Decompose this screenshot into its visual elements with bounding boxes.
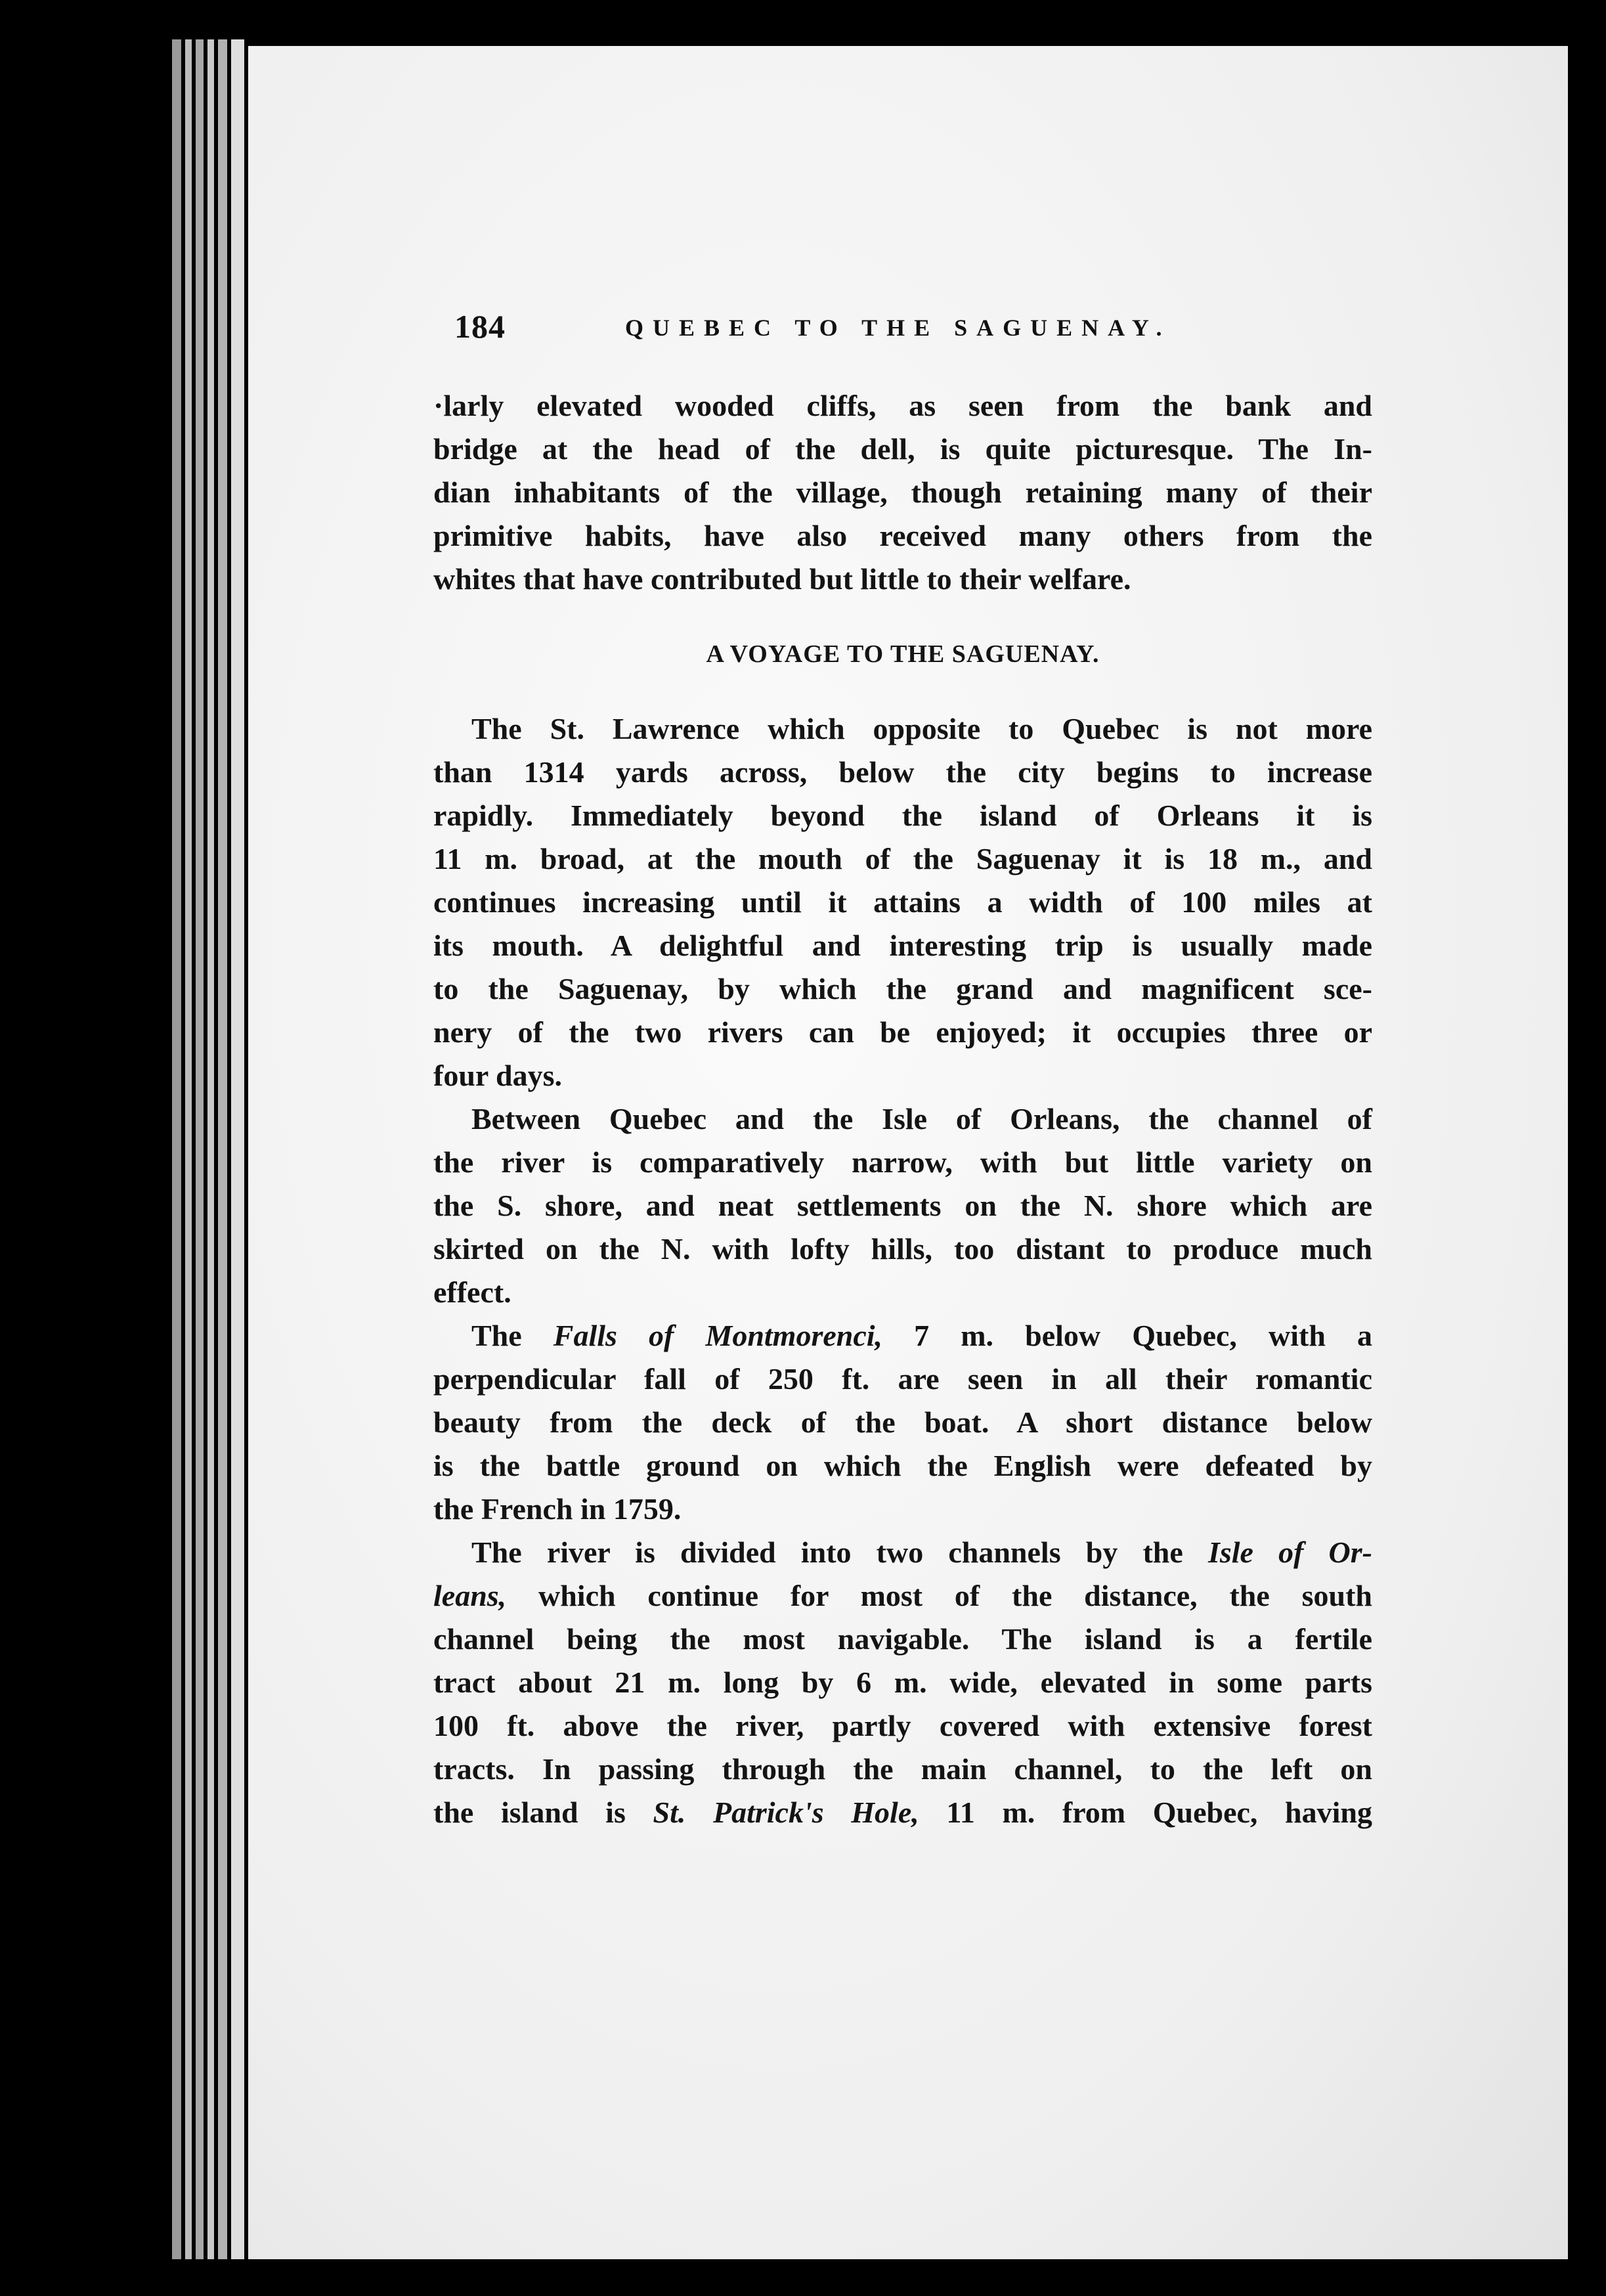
page-edge bbox=[231, 39, 244, 2259]
running-head: QUEBEC TO THE SAGUENAY. bbox=[625, 315, 1171, 341]
place-name: leans, bbox=[433, 1579, 507, 1612]
text-line bbox=[433, 1314, 1372, 1358]
text-line: nery of the two rivers can be enjoyed; it occupies three or bbox=[433, 1015, 1372, 1049]
text-line: rapidly. Immediately beyond the island of Orleans it is bbox=[433, 799, 1372, 832]
text-line: four days. bbox=[433, 1059, 562, 1092]
text-line: to the Saguenay, by which the grand and magnificent sce- bbox=[433, 972, 1372, 1005]
text-line: tract about 21 m. long by 6 m. wide, elevated in some parts bbox=[433, 1666, 1372, 1699]
text-line: 11 m. broad, at the mouth of the Saguenay it is 18 m., and bbox=[433, 842, 1372, 875]
text-line: bridge at the head of the dell, is quite picturesque. The In- bbox=[433, 432, 1372, 466]
text-line: the river is comparatively narrow, with but little variety on bbox=[433, 1145, 1372, 1179]
text-line bbox=[433, 1531, 1372, 1574]
place-name: Falls of Montmorenci, bbox=[553, 1319, 883, 1352]
text-run: The bbox=[471, 1319, 553, 1352]
text-line: effect. bbox=[433, 1275, 511, 1309]
page-edge bbox=[196, 39, 204, 2259]
place-name: St. Patrick's Hole, bbox=[653, 1796, 919, 1829]
text-line: channel being the most navigable. The island is a fertile bbox=[433, 1622, 1372, 1656]
page-edge bbox=[172, 39, 181, 2259]
text-line: dian inhabitants of the village, though retaining many of their bbox=[433, 475, 1372, 509]
body-text bbox=[433, 384, 1372, 1834]
place-name: Isle of Or- bbox=[1207, 1535, 1372, 1569]
text-run: which continue for most of the distance, the south bbox=[506, 1579, 1372, 1612]
text-line: The St. Lawrence which opposite to Quebec is not more bbox=[471, 712, 1372, 745]
page-header bbox=[454, 307, 1393, 353]
page-number: 184 bbox=[454, 308, 506, 345]
text-line: the French in 1759. bbox=[433, 1492, 682, 1526]
text-line: tracts. In passing through the main channel, to the left on bbox=[433, 1752, 1372, 1786]
text-line: is the battle ground on which the English were defeated by bbox=[433, 1449, 1372, 1482]
text-run: 11 m. from Quebec, having bbox=[919, 1796, 1372, 1829]
text-run: The river is divided into two channels by the bbox=[471, 1535, 1208, 1569]
text-run: 7 m. below Quebec, with a bbox=[882, 1319, 1373, 1352]
text-line: primitive habits, have also received many others from the bbox=[433, 519, 1372, 552]
text-line bbox=[433, 1791, 1372, 1834]
text-line: than 1314 yards across, below the city begins to increase bbox=[433, 755, 1372, 789]
page-edge bbox=[218, 39, 227, 2259]
text-line: perpendicular fall of 250 ft. are seen in all their romantic bbox=[433, 1362, 1372, 1396]
text-line: its mouth. A delightful and interesting trip is usually made bbox=[433, 929, 1372, 962]
right-border bbox=[1576, 59, 1606, 2253]
text-line: 100 ft. above the river, partly covered with extensive forest bbox=[433, 1709, 1372, 1742]
text-line: skirted on the N. with lofty hills, too distant to produce much bbox=[433, 1232, 1372, 1266]
text-line: ·larly elevated wooded cliffs, as seen from the bank and bbox=[433, 389, 1372, 422]
text-line: continues increasing until it attains a width of 100 miles at bbox=[433, 885, 1372, 919]
section-title: A VOYAGE TO THE SAGUENAY. bbox=[706, 640, 1100, 668]
text-line: the S. shore, and neat settlements on the N. shore which are bbox=[433, 1189, 1372, 1222]
page-edge bbox=[207, 39, 214, 2259]
text-line bbox=[433, 1574, 1372, 1618]
text-line: whites that have contributed but little to their welfare. bbox=[433, 562, 1131, 596]
page-edge bbox=[185, 39, 192, 2259]
text-line: beauty from the deck of the boat. A short distance below bbox=[433, 1405, 1372, 1439]
text-line: Between Quebec and the Isle of Orleans, the channel of bbox=[471, 1102, 1372, 1136]
text-run: the island is bbox=[433, 1796, 653, 1829]
